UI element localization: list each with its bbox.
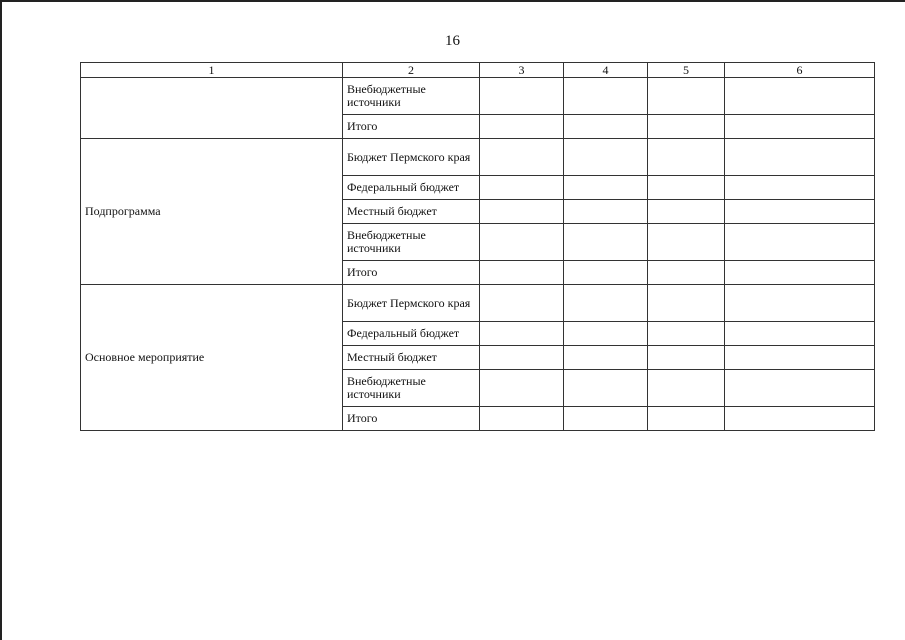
scan-edge-left bbox=[0, 0, 2, 640]
table-row bbox=[81, 78, 875, 115]
column-header: 6 bbox=[725, 63, 875, 78]
value-cell bbox=[480, 200, 564, 224]
value-cell bbox=[648, 261, 725, 285]
funding-source-cell: Федеральный бюджет bbox=[343, 322, 480, 346]
value-cell bbox=[480, 407, 564, 431]
value-cell bbox=[648, 224, 725, 261]
budget-table bbox=[80, 62, 875, 431]
value-cell bbox=[648, 176, 725, 200]
value-cell bbox=[648, 407, 725, 431]
value-cell bbox=[480, 285, 564, 322]
value-cell bbox=[564, 78, 648, 115]
value-cell bbox=[648, 200, 725, 224]
value-cell bbox=[725, 346, 875, 370]
funding-source-cell: Итого bbox=[343, 407, 480, 431]
funding-source-cell: Внебюджетные источники bbox=[343, 370, 480, 407]
funding-source-cell: Итого bbox=[343, 261, 480, 285]
funding-source-cell: Местный бюджет bbox=[343, 200, 480, 224]
value-cell bbox=[564, 346, 648, 370]
value-cell bbox=[480, 346, 564, 370]
funding-source-cell: Внебюджетные источники bbox=[343, 224, 480, 261]
value-cell bbox=[725, 200, 875, 224]
value-cell bbox=[725, 322, 875, 346]
value-cell bbox=[480, 115, 564, 139]
column-header: 4 bbox=[564, 63, 648, 78]
column-header: 1 bbox=[81, 63, 343, 78]
value-cell bbox=[480, 322, 564, 346]
value-cell bbox=[725, 285, 875, 322]
value-cell bbox=[725, 115, 875, 139]
value-cell bbox=[648, 139, 725, 176]
column-header: 5 bbox=[648, 63, 725, 78]
subprogram-name-cell: Подпрограмма bbox=[81, 139, 343, 285]
funding-source-cell: Федеральный бюджет bbox=[343, 176, 480, 200]
value-cell bbox=[480, 261, 564, 285]
value-cell bbox=[564, 370, 648, 407]
value-cell bbox=[564, 261, 648, 285]
value-cell bbox=[725, 370, 875, 407]
value-cell bbox=[480, 224, 564, 261]
main-activity-name-cell: Основное мероприятие bbox=[81, 285, 343, 431]
value-cell bbox=[564, 224, 648, 261]
value-cell bbox=[480, 78, 564, 115]
value-cell bbox=[564, 407, 648, 431]
page-number: 16 bbox=[445, 33, 460, 49]
value-cell bbox=[648, 115, 725, 139]
value-cell bbox=[480, 370, 564, 407]
value-cell bbox=[648, 322, 725, 346]
column-header: 3 bbox=[480, 63, 564, 78]
value-cell bbox=[725, 176, 875, 200]
value-cell bbox=[648, 370, 725, 407]
value-cell bbox=[725, 139, 875, 176]
funding-source-cell: Бюджет Пермского края bbox=[343, 285, 480, 322]
funding-source-cell: Местный бюджет bbox=[343, 346, 480, 370]
group-name-cell bbox=[81, 78, 343, 139]
table-row bbox=[81, 285, 875, 322]
header-row bbox=[81, 63, 875, 78]
value-cell bbox=[564, 322, 648, 346]
value-cell bbox=[648, 78, 725, 115]
value-cell bbox=[564, 176, 648, 200]
value-cell bbox=[480, 139, 564, 176]
value-cell bbox=[564, 200, 648, 224]
value-cell bbox=[564, 139, 648, 176]
value-cell bbox=[564, 115, 648, 139]
table-row bbox=[81, 139, 875, 176]
scan-edge-top bbox=[0, 0, 905, 2]
value-cell bbox=[725, 224, 875, 261]
value-cell bbox=[480, 176, 564, 200]
value-cell bbox=[725, 78, 875, 115]
funding-source-cell: Бюджет Пермского края bbox=[343, 139, 480, 176]
column-header: 2 bbox=[343, 63, 480, 78]
value-cell bbox=[648, 346, 725, 370]
value-cell bbox=[725, 261, 875, 285]
funding-source-cell: Итого bbox=[343, 115, 480, 139]
value-cell bbox=[725, 407, 875, 431]
funding-source-cell: Внебюджетные источники bbox=[343, 78, 480, 115]
value-cell bbox=[648, 285, 725, 322]
value-cell bbox=[564, 285, 648, 322]
